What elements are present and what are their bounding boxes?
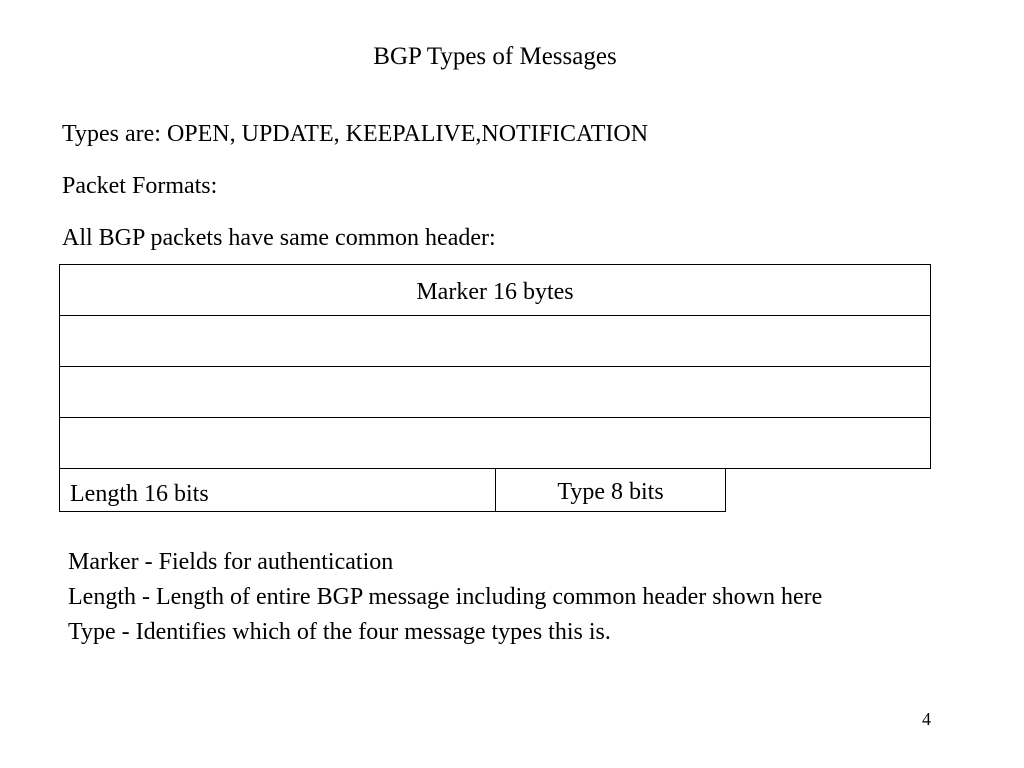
common-header-text: All BGP packets have same common header: xyxy=(62,225,496,251)
marker-field-cell: Marker 16 bytes xyxy=(59,264,931,316)
type-description: Type - Identifies which of the four message types this is. xyxy=(68,619,611,645)
packet-formats-text: Packet Formats: xyxy=(62,173,218,199)
page-number: 4 xyxy=(922,709,931,729)
type-field-cell: Type 8 bits xyxy=(495,468,726,512)
marker-field-row xyxy=(59,417,931,469)
message-types-text: Types are: OPEN, UPDATE, KEEPALIVE,NOTIFICATION xyxy=(62,121,649,147)
length-field-cell: Length 16 bits xyxy=(59,468,496,512)
slide-title: BGP Types of Messages xyxy=(373,43,617,70)
marker-description: Marker - Fields for authentication xyxy=(68,549,394,575)
marker-field-row xyxy=(59,366,931,418)
marker-field-row xyxy=(59,315,931,367)
length-description: Length - Length of entire BGP message including common header shown here xyxy=(68,584,823,610)
